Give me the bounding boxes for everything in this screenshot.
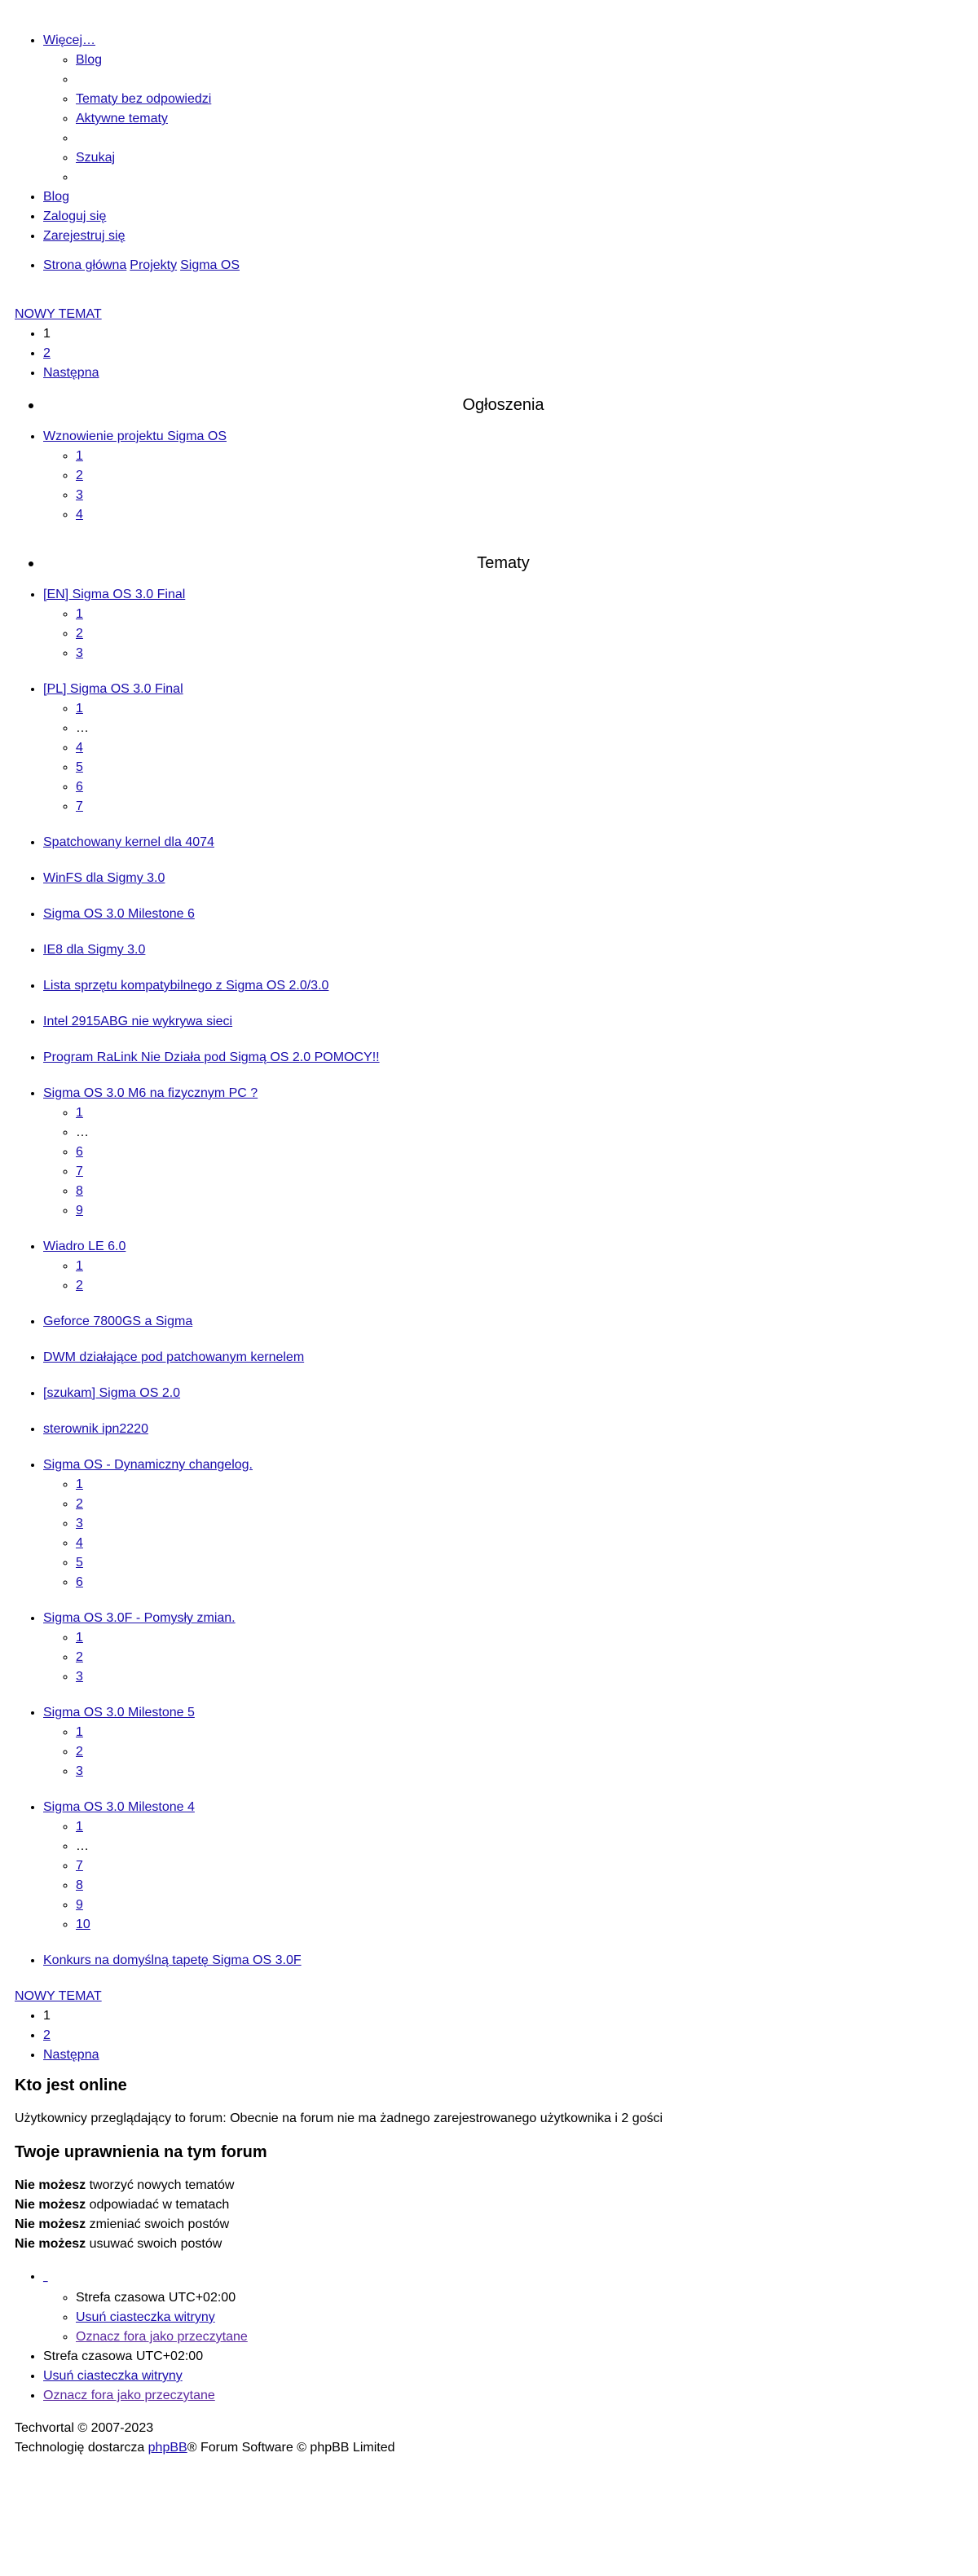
- pagination-next[interactable]: Następna: [43, 366, 99, 380]
- powered-suffix: ® Forum Software © phpBB Limited: [187, 2441, 395, 2455]
- topic-item: [43, 585, 963, 663]
- topic-page-link[interactable]: 9: [76, 1898, 83, 1912]
- topic-page-link[interactable]: 3: [76, 488, 83, 502]
- pagination-current-bottom: • 1: [43, 2006, 963, 2026]
- topic-pagination: [43, 1257, 963, 1296]
- topic-page-link[interactable]: 5: [76, 1556, 83, 1570]
- online-heading: Kto jest online: [15, 2076, 127, 2094]
- topic-page-item: [76, 505, 963, 525]
- topic-page-link[interactable]: 8: [76, 1184, 83, 1198]
- topic-page-item: [76, 1896, 963, 1915]
- topic-page-item: [76, 1742, 963, 1762]
- permissions-list: [15, 2176, 963, 2254]
- nav-login-link[interactable]: Zaloguj się: [43, 209, 107, 223]
- topic-item: [43, 1012, 963, 1032]
- topic-page-item: [76, 1201, 963, 1221]
- topic-page-item: [76, 1573, 963, 1592]
- nav-register-link[interactable]: Zarejestruj się: [43, 229, 126, 243]
- permission-item: [15, 2195, 963, 2215]
- topic-item: [43, 1420, 963, 1439]
- announcements-list: [15, 427, 963, 525]
- topic-item: [43, 1348, 963, 1367]
- topic-page-link[interactable]: 5: [76, 760, 83, 774]
- topic-page-ellipsis: ◦ …: [76, 1837, 963, 1856]
- topic-pagination: [43, 605, 963, 663]
- topic-page-item: [76, 1876, 963, 1896]
- topic-page-ellipsis: ◦ …: [76, 719, 963, 738]
- online-text: Użytkownicy przeglądający to forum: Obecnie na forum nie ma żadnego zarejestrowanego użytkownika i 2 gości: [15, 2111, 663, 2125]
- topic-item: [43, 869, 963, 888]
- topic-page-link[interactable]: 6: [76, 1575, 83, 1589]
- topic-pagination: [43, 1628, 963, 1687]
- topic-item: [43, 976, 963, 996]
- topic-page-link[interactable]: 2: [76, 627, 83, 641]
- breadcrumb-projects[interactable]: Projekty: [130, 258, 178, 272]
- topic-title-link[interactable]: Geforce 7800GS a Sigma: [43, 1314, 193, 1328]
- topic-page-link[interactable]: 1: [76, 1631, 83, 1645]
- powered-prefix: Technologię dostarcza: [15, 2441, 148, 2455]
- topic-page-item: [76, 738, 963, 758]
- topic-page-item: [76, 624, 963, 644]
- topic-page-item: [76, 466, 963, 486]
- topic-page-link[interactable]: 7: [76, 799, 83, 813]
- topic-page-item: [76, 1276, 963, 1296]
- announcements-header: [15, 393, 963, 417]
- topic-page-item: [76, 797, 963, 817]
- topic-title-link[interactable]: Wiadro LE 6.0: [43, 1240, 126, 1253]
- topic-page-item: [76, 1648, 963, 1667]
- top-action-bar: [15, 305, 963, 383]
- topic-title-link[interactable]: sterownik ipn2220: [43, 1422, 148, 1436]
- footer-mark-read-link-2[interactable]: Oznacz fora jako przeczytane: [43, 2389, 215, 2402]
- nav-more-submenu: [43, 51, 963, 187]
- breadcrumb-sigma-os[interactable]: Sigma OS: [180, 258, 240, 272]
- topic-page-item: [76, 1762, 963, 1781]
- topic-page-item: [76, 1723, 963, 1742]
- topic-title-link[interactable]: WinFS dla Sigmy 3.0: [43, 871, 165, 885]
- copyright: Techvortal © 2007-2023: [15, 2421, 154, 2435]
- topic-title-link[interactable]: DWM działające pod patchowanym kernelem: [43, 1350, 305, 1364]
- footer-mark-read-link[interactable]: Oznacz fora jako przeczytane: [76, 2330, 248, 2344]
- topic-page-item: [76, 1182, 963, 1201]
- pagination-next-bottom[interactable]: Następna: [43, 2048, 99, 2062]
- topic-page-link[interactable]: 1: [76, 1820, 83, 1834]
- topic-item: [43, 905, 963, 924]
- topic-page-link[interactable]: 3: [76, 1764, 83, 1778]
- topic-page-item: [76, 1553, 963, 1573]
- nav-sub-search-link[interactable]: Szukaj: [76, 151, 116, 165]
- topic-page-item: [76, 1143, 963, 1162]
- new-topic-button-bottom[interactable]: NOWY TEMAT: [15, 1989, 102, 2003]
- topic-page-item: [76, 1514, 963, 1534]
- topic-page-link[interactable]: 4: [76, 741, 83, 755]
- topic-page-link[interactable]: 1: [76, 449, 83, 463]
- topics-header: [15, 551, 963, 575]
- nav-more: [43, 31, 963, 187]
- topic-page-link[interactable]: 7: [76, 1859, 83, 1873]
- topic-page-item: [76, 1915, 963, 1935]
- topic-item: [43, 1798, 963, 1935]
- pagination-page-2-bottom[interactable]: 2: [43, 2028, 51, 2042]
- footer-delete-cookies-link-2[interactable]: Usuń ciasteczka witryny: [43, 2369, 183, 2383]
- topic-page-link[interactable]: 7: [76, 1165, 83, 1178]
- powered-by: [15, 2438, 963, 2458]
- nav-sub-spacer: [76, 168, 963, 187]
- announcements-heading: • Ogłoszenia: [43, 393, 963, 417]
- pagination-top: [15, 324, 963, 383]
- topic-page-link[interactable]: 2: [76, 1279, 83, 1292]
- topic-page-ellipsis: ◦ …: [76, 1123, 963, 1143]
- topic-title-link[interactable]: Sigma OS 3.0 M6 na fizycznym PC ?: [43, 1086, 258, 1100]
- topic-page-item: [76, 1103, 963, 1123]
- topic-page-link[interactable]: 2: [76, 1650, 83, 1664]
- topic-page-link[interactable]: 1: [76, 1477, 83, 1491]
- pagination-page-2[interactable]: 2: [43, 346, 51, 360]
- topic-page-item: [76, 1162, 963, 1182]
- permission-text: tworzyć nowych tematów: [86, 2178, 235, 2192]
- topic-item: [43, 1951, 963, 1971]
- footer-menu-link[interactable]: _: [43, 2274, 48, 2283]
- topics-heading: • Tematy: [43, 551, 963, 575]
- topic-item: [43, 427, 963, 525]
- topic-page-link[interactable]: 10: [76, 1918, 90, 1931]
- nav-blog-link[interactable]: Blog: [43, 190, 70, 204]
- topic-title-link[interactable]: Konkurs na domyślną tapetę Sigma OS 3.0F: [43, 1953, 302, 1967]
- topic-page-item: [76, 1667, 963, 1687]
- topic-title-link[interactable]: Spatchowany kernel dla 4074: [43, 835, 214, 849]
- topic-item: [43, 1703, 963, 1781]
- topic-pagination: [43, 1817, 963, 1935]
- topic-page-link[interactable]: 1: [76, 1106, 83, 1120]
- topic-title-link[interactable]: Program RaLink Nie Działa pod Sigmą OS 2.0 POMOCY!!: [43, 1050, 380, 1064]
- topic-page-item: [76, 1475, 963, 1495]
- topic-page-link[interactable]: 3: [76, 1517, 83, 1530]
- permission-denied-label: Nie możesz: [15, 2198, 86, 2212]
- topics-list: [15, 585, 963, 1971]
- pagination-bottom: [15, 2006, 963, 2065]
- topic-item: [43, 1237, 963, 1296]
- topic-item: [43, 1455, 963, 1592]
- bottom-action-bar: [15, 1987, 963, 2065]
- topic-item: [43, 680, 963, 817]
- topic-title-link[interactable]: IE8 dla Sigmy 3.0: [43, 943, 146, 957]
- nav-sub-spacer: [76, 70, 963, 90]
- topic-page-item: [76, 605, 963, 624]
- topic-page-link[interactable]: 9: [76, 1204, 83, 1218]
- topic-page-link[interactable]: 8: [76, 1878, 83, 1892]
- permission-denied-label: Nie możesz: [15, 2237, 86, 2251]
- topic-page-link[interactable]: 1: [76, 1259, 83, 1273]
- nav-more-link[interactable]: Więcej…: [43, 33, 96, 47]
- breadcrumb-home[interactable]: Strona główna: [43, 258, 127, 272]
- pagination-current: • 1: [43, 324, 963, 344]
- nav-sub-spacer: [76, 129, 963, 148]
- topic-page-item: [76, 486, 963, 505]
- permissions-heading: Twoje uprawnienia na tym forum: [15, 2143, 267, 2161]
- topic-page-link[interactable]: 6: [76, 780, 83, 794]
- permission-text: usuwać swoich postów: [86, 2237, 222, 2251]
- footer-delete-cookies-link[interactable]: Usuń ciasteczka witryny: [76, 2310, 215, 2324]
- topic-title-link[interactable]: Sigma OS 3.0 Milestone 5: [43, 1706, 195, 1720]
- topic-title-link[interactable]: Wznowienie projektu Sigma OS: [43, 429, 227, 443]
- topic-page-item: [76, 447, 963, 466]
- topic-item: [43, 1312, 963, 1332]
- topic-page-item: [76, 644, 963, 663]
- topic-page-link[interactable]: 3: [76, 1670, 83, 1684]
- topic-page-link[interactable]: 1: [76, 1725, 83, 1739]
- nav-sub-unanswered-link[interactable]: Tematy bez odpowiedzi: [76, 92, 212, 106]
- topic-page-item: [76, 777, 963, 797]
- topic-item: [43, 940, 963, 960]
- footer-timezone-2: • Strefa czasowa UTC+02:00: [43, 2347, 963, 2367]
- nav-sub-blog-link[interactable]: Blog: [76, 53, 103, 67]
- topic-pagination: [43, 1475, 963, 1592]
- topic-pagination: [43, 447, 963, 525]
- permission-text: zmieniać swoich postów: [86, 2217, 230, 2231]
- topic-title-link[interactable]: Lista sprzętu kompatybilnego z Sigma OS 2.0/3.0: [43, 979, 329, 993]
- topic-page-item: [76, 699, 963, 719]
- topic-title-link[interactable]: Sigma OS 3.0F - Pomysły zmian.: [43, 1611, 236, 1625]
- topic-page-item: [76, 1628, 963, 1648]
- new-topic-button[interactable]: NOWY TEMAT: [15, 307, 102, 321]
- topic-page-item: [76, 1817, 963, 1837]
- topic-page-link[interactable]: 2: [76, 1745, 83, 1759]
- permission-denied-label: Nie możesz: [15, 2217, 86, 2231]
- phpbb-link[interactable]: phpBB: [148, 2441, 187, 2455]
- topic-title-link[interactable]: Intel 2915ABG nie wykrywa sieci: [43, 1015, 233, 1028]
- topic-page-link[interactable]: 4: [76, 508, 83, 522]
- breadcrumb: [15, 256, 963, 275]
- footer-nav: [15, 2267, 963, 2406]
- topic-page-link[interactable]: 6: [76, 1145, 83, 1159]
- permission-denied-label: Nie możesz: [15, 2178, 86, 2192]
- topic-title-link[interactable]: [PL] Sigma OS 3.0 Final: [43, 682, 183, 696]
- topic-title-link[interactable]: [szukam] Sigma OS 2.0: [43, 1386, 181, 1400]
- topic-page-link[interactable]: 4: [76, 1536, 83, 1550]
- permission-item: [15, 2176, 963, 2195]
- permission-item: [15, 2235, 963, 2254]
- topic-page-item: [76, 1856, 963, 1876]
- topic-item: [43, 1384, 963, 1403]
- topic-title-link[interactable]: Sigma OS 3.0 Milestone 6: [43, 907, 195, 921]
- permission-text: odpowiadać w tematach: [86, 2198, 230, 2212]
- topic-pagination: [43, 1103, 963, 1221]
- topic-page-link[interactable]: 1: [76, 702, 83, 716]
- topic-title-link[interactable]: [EN] Sigma OS 3.0 Final: [43, 588, 186, 601]
- topic-page-link[interactable]: 3: [76, 646, 83, 660]
- topic-page-link[interactable]: 2: [76, 1497, 83, 1511]
- topic-item: [43, 1084, 963, 1221]
- topic-pagination: [43, 699, 963, 817]
- topic-page-item: [76, 1257, 963, 1276]
- topic-page-item: [76, 758, 963, 777]
- topic-page-item: [76, 1534, 963, 1553]
- topic-item: [43, 1048, 963, 1068]
- top-nav: [15, 31, 963, 246]
- topic-page-item: [76, 1495, 963, 1514]
- topic-pagination: [43, 1723, 963, 1781]
- topic-page-link[interactable]: 1: [76, 607, 83, 621]
- footer-submenu: [43, 2288, 963, 2347]
- topic-item: [43, 1609, 963, 1687]
- permission-item: [15, 2215, 963, 2235]
- topic-title-link[interactable]: Sigma OS - Dynamiczny changelog.: [43, 1458, 253, 1472]
- topic-page-link[interactable]: 2: [76, 469, 83, 482]
- topic-title-link[interactable]: Sigma OS 3.0 Milestone 4: [43, 1800, 195, 1814]
- nav-sub-active-link[interactable]: Aktywne tematy: [76, 112, 168, 125]
- topic-item: [43, 833, 963, 852]
- footer-timezone: ◦ Strefa czasowa UTC+02:00: [76, 2288, 963, 2308]
